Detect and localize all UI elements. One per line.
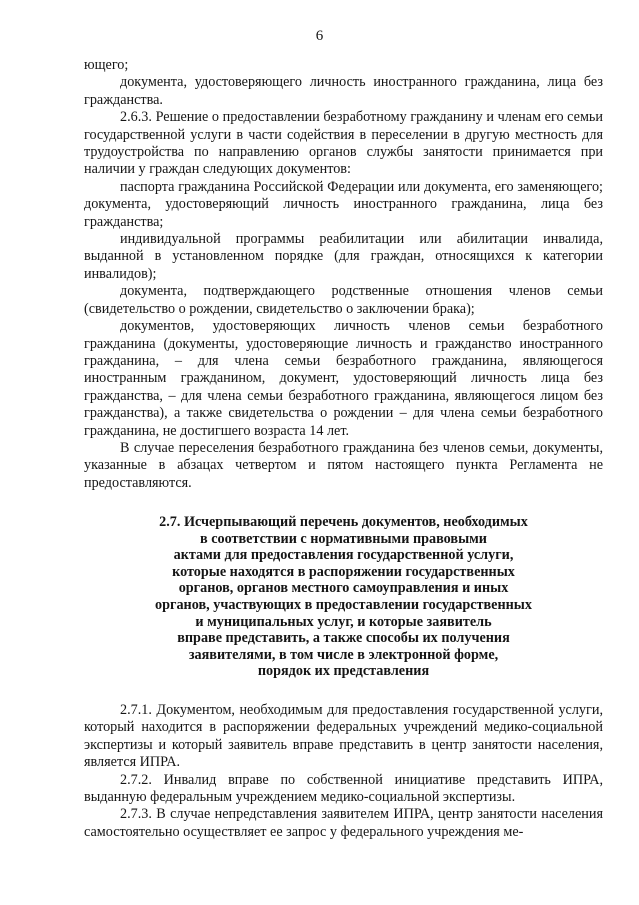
page-number: 6 [315,28,324,44]
paragraph-2-7-1: 2.7.1. Документом, необходимым для предоставления государственной услуги, который находится в распоряжении федеральных учреждений медико-социальной экспертизы и который заявитель вправе представить в центр занятости населения, является ИПРА. [84,702,603,771]
heading-line: органов, участвующих в предоставлении государственных [155,596,532,613]
heading-line: порядок их представления [257,663,430,680]
paragraph-rehabilitation-program: индивидуальной программы реабилитации или абилитации инвалида, выданной в установленном порядке (для граждан, относящихся к категории инвалидов); [84,231,603,282]
paragraph-relocation-without-family: В случае переселения безработного гражданина без членов семьи, документы, указанные в абзацах четвертом и пятом настоящего пункта Регламента не предоставляются. [84,439,603,491]
paragraph-2-7-3: 2.7.3. В случае непредставления заявителем ИПРА, центр занятости населения самостоятельно осуществляет ее запрос у федерального учреждения ме- [84,806,603,840]
paragraph-family-identity-documents: документов, удостоверяющих личность членов семьи безработного гражданина (документы, удостоверяющие личность и гражданство иностранного гражданина, – для члена семьи безработного гражданина, являющегося иностранным гражданином, документ, удостоверяющий личность лица без гражданства, – для члена семьи безработного гражданина, являющегося лицом без гражданства), а также свидетельства о рождении – для члена семьи безработного гражданина, не достигшего возраста 14 лет. [84,318,603,439]
lower-text-block [84,702,603,841]
paragraph-family-relations: документа, подтверждающего родственные отношения членов семьи (свидетельство о рождении, свидетельство о заключении брака); [84,283,603,317]
section-2-7-heading [84,514,603,680]
heading-line: и муниципальных услуг, и которые заявитель [195,613,492,630]
paragraph-passport: паспорта гражданина Российской Федерации или документа, его заменяющего; документа, удостоверяющий личность иностранного гражданина, лица без гражданства; [84,178,603,230]
heading-line: вправе представить, а также способы их получения [177,630,510,647]
paragraph-2-7-2: 2.7.2. Инвалид вправе по собственной инициативе представить ИПРА, выданную федеральным учреждением медико-социальной экспертизы. [84,771,603,806]
heading-line: заявителями, в том числе в электронной форме, [188,646,499,663]
paragraph-foreign-citizen-document: документа, удостоверяющего личность иностранного гражданина, лица без гражданства. [84,74,603,108]
heading-line: 2.7. Исчерпывающий перечень документов, необходимых [159,514,528,530]
paragraph-2-6-3: 2.6.3. Решение о предоставлении безработному гражданину и членам его семьи государственной услуги в части содействия в переселении в другую местность для трудоустройства по направлению органов службы занятости принимается при наличии у граждан следующих документов: [84,109,603,178]
heading-line: в соответствии с нормативными правовыми [200,530,487,547]
upper-text-block [84,57,603,492]
paragraph-continuation: ющего; [84,57,129,73]
heading-line: органов, органов местного самоуправления и иных [178,580,509,597]
heading-line: актами для предоставления государственной услуги, [173,547,514,564]
heading-line: которые находятся в распоряжении государственных [172,563,515,580]
